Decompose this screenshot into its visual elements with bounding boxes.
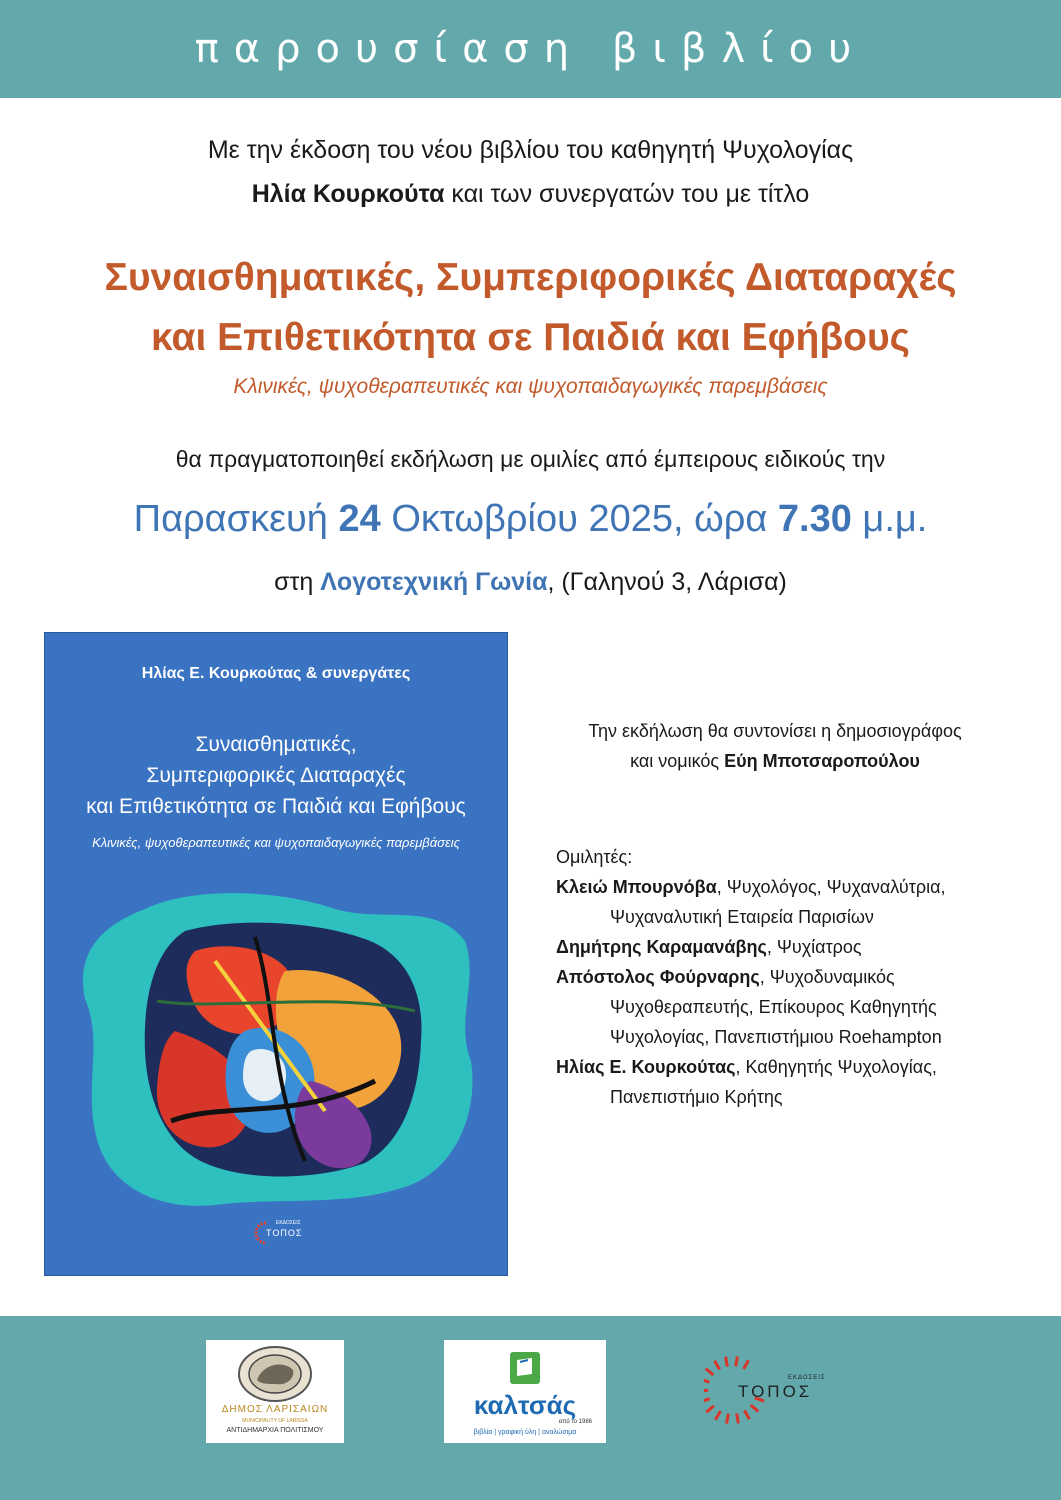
dimos-sub: MUNICIPALITY OF LARISSA <box>242 1418 308 1424</box>
dimos-dept: ΑΝΤΙΔΗΜΑΡΧΙΑ ΠΟΛΙΤΙΣΜΟΥ <box>226 1427 324 1434</box>
speakers-heading: Ομιλητές: <box>556 847 633 867</box>
cover-title <box>45 729 507 822</box>
kaltsas-since: από το 1986 <box>558 1419 592 1425</box>
speaker-role-cont: Ψυχαναλυτική Εταιρεία Παρισίων <box>610 907 874 927</box>
intro-line-2 <box>0 172 1061 216</box>
venue-name: Λογοτεχνική Γωνία <box>320 568 548 596</box>
cover-title-line-1: Συναισθηματικές, <box>195 733 357 756</box>
dimos-name: ΔΗΜΟΣ ΛΑΡΙΣΑΙΩΝ <box>221 1404 329 1415</box>
cover-publisher-logo <box>250 1218 310 1248</box>
kaltsas-tagline: βιβλία | γραφική ύλη | αναλώσιμα <box>473 1429 577 1436</box>
event-announcement: θα πραγματοποιηθεί εκδήλωση με ομιλίες από έμπειρους ειδικούς την <box>175 446 886 472</box>
book-title-line-1: Συναισθηματικές, Συμπεριφορικές Διαταραχές <box>104 256 957 299</box>
header-label: παρουσίαση βιβλίου <box>194 26 867 72</box>
event-date <box>0 498 1061 541</box>
speakers-list <box>556 842 1026 1112</box>
book-subtitle: Κλινικές, ψυχοθεραπευτικές και ψυχοπαιδαγωγικές παρεμβάσεις <box>233 375 828 398</box>
speaker-name: Κλειώ Μπουρνόβα <box>556 877 717 897</box>
kaltsas-book-icon <box>508 1350 542 1386</box>
venue-address: , (Γαληνού 3, Λάρισα) <box>547 568 787 596</box>
cover-subtitle: Κλινικές, ψυχοθεραπευτικές και ψυχοπαιδαγωγικές παρεμβάσεις <box>92 835 460 850</box>
coordinator-line-2 <box>540 746 1010 776</box>
speaker-name: Ηλίας Ε. Κουρκούτας <box>556 1057 736 1077</box>
cover-publisher-small: ΕΚΔΟΣΕΙΣ <box>276 1220 301 1226</box>
venue-prefix: στη <box>274 568 321 596</box>
coordinator-prefix: και νομικός <box>630 751 725 771</box>
kaltsas-name: καλτσάς <box>473 1390 577 1420</box>
speaker-item <box>556 872 1026 902</box>
speaker-name: Απόστολος Φούρναρης <box>556 967 760 987</box>
speaker-name: Δημήτρης Καραμανάβης <box>556 937 767 957</box>
coordinator-name: Εύη Μποτσαροπούλου <box>724 751 920 771</box>
cover-artwork <box>75 881 479 1211</box>
cover-author: Ηλίας Ε. Κουρκούτας & συνεργάτες <box>141 665 411 682</box>
speaker-role: , Ψυχοδυναμικός <box>759 967 895 987</box>
speaker-role-cont: Πανεπιστήμιο Κρήτης <box>610 1087 783 1107</box>
speaker-item <box>556 962 1026 992</box>
topos-small: ΕΚΔΟΣΕΙΣ <box>788 1375 826 1381</box>
speaker-role-cont: Ψυχολογίας, Πανεπιστήμιου Roehampton <box>610 1027 942 1047</box>
header-band <box>0 0 1061 98</box>
speaker-item <box>556 1052 1026 1082</box>
cover-title-line-2: Συμπεριφορικές Διαταραχές <box>146 764 406 787</box>
topos-name: ΤΟΠΟΣ <box>738 1382 813 1401</box>
book-title <box>0 248 1061 368</box>
intro-text <box>0 128 1061 216</box>
coordinator <box>540 716 1010 776</box>
speaker-item <box>556 932 1026 962</box>
cover-title-line-3: και Επιθετικότητα σε Παιδιά και Εφήβους <box>86 795 466 818</box>
speaker-role: , Ψυχίατρος <box>766 937 862 957</box>
speaker-role: , Καθηγητής Ψυχολογίας, <box>735 1057 937 1077</box>
date-time: 7.30 <box>777 498 852 540</box>
date-suffix: μ.μ. <box>851 498 928 540</box>
event-venue <box>0 568 1061 597</box>
intro-line-2-rest: και των συνεργατών του με τίτλο <box>444 180 810 208</box>
book-cover <box>44 632 508 1276</box>
dimos-larisaion-logo <box>206 1340 344 1443</box>
date-day: 24 <box>338 498 381 540</box>
book-title-line-2: και Επιθετικότητα σε Παιδιά και Εφήβους <box>151 316 910 359</box>
date-prefix: Παρασκευή <box>133 498 339 540</box>
cover-publisher-name: ΤΟΠΟΣ <box>266 1228 303 1238</box>
speaker-role-cont: Ψυχοθεραπευτής, Επίκουρος Καθηγητής <box>610 997 937 1017</box>
coin-emblem-icon <box>235 1344 315 1404</box>
speaker-role: , Ψυχολόγος, Ψυχαναλύτρια, <box>716 877 946 897</box>
kaltsas-logo <box>444 1340 606 1443</box>
intro-author: Ηλία Κουρκούτα <box>251 180 445 208</box>
date-middle: Οκτωβρίου 2025, ώρα <box>380 498 778 540</box>
intro-line-1: Με την έκδοση του νέου βιβλίου του καθηγητή Ψυχολογίας <box>207 136 854 164</box>
coordinator-line-1: Την εκδήλωση θα συντονίσει η δημοσιογράφος <box>588 721 962 741</box>
